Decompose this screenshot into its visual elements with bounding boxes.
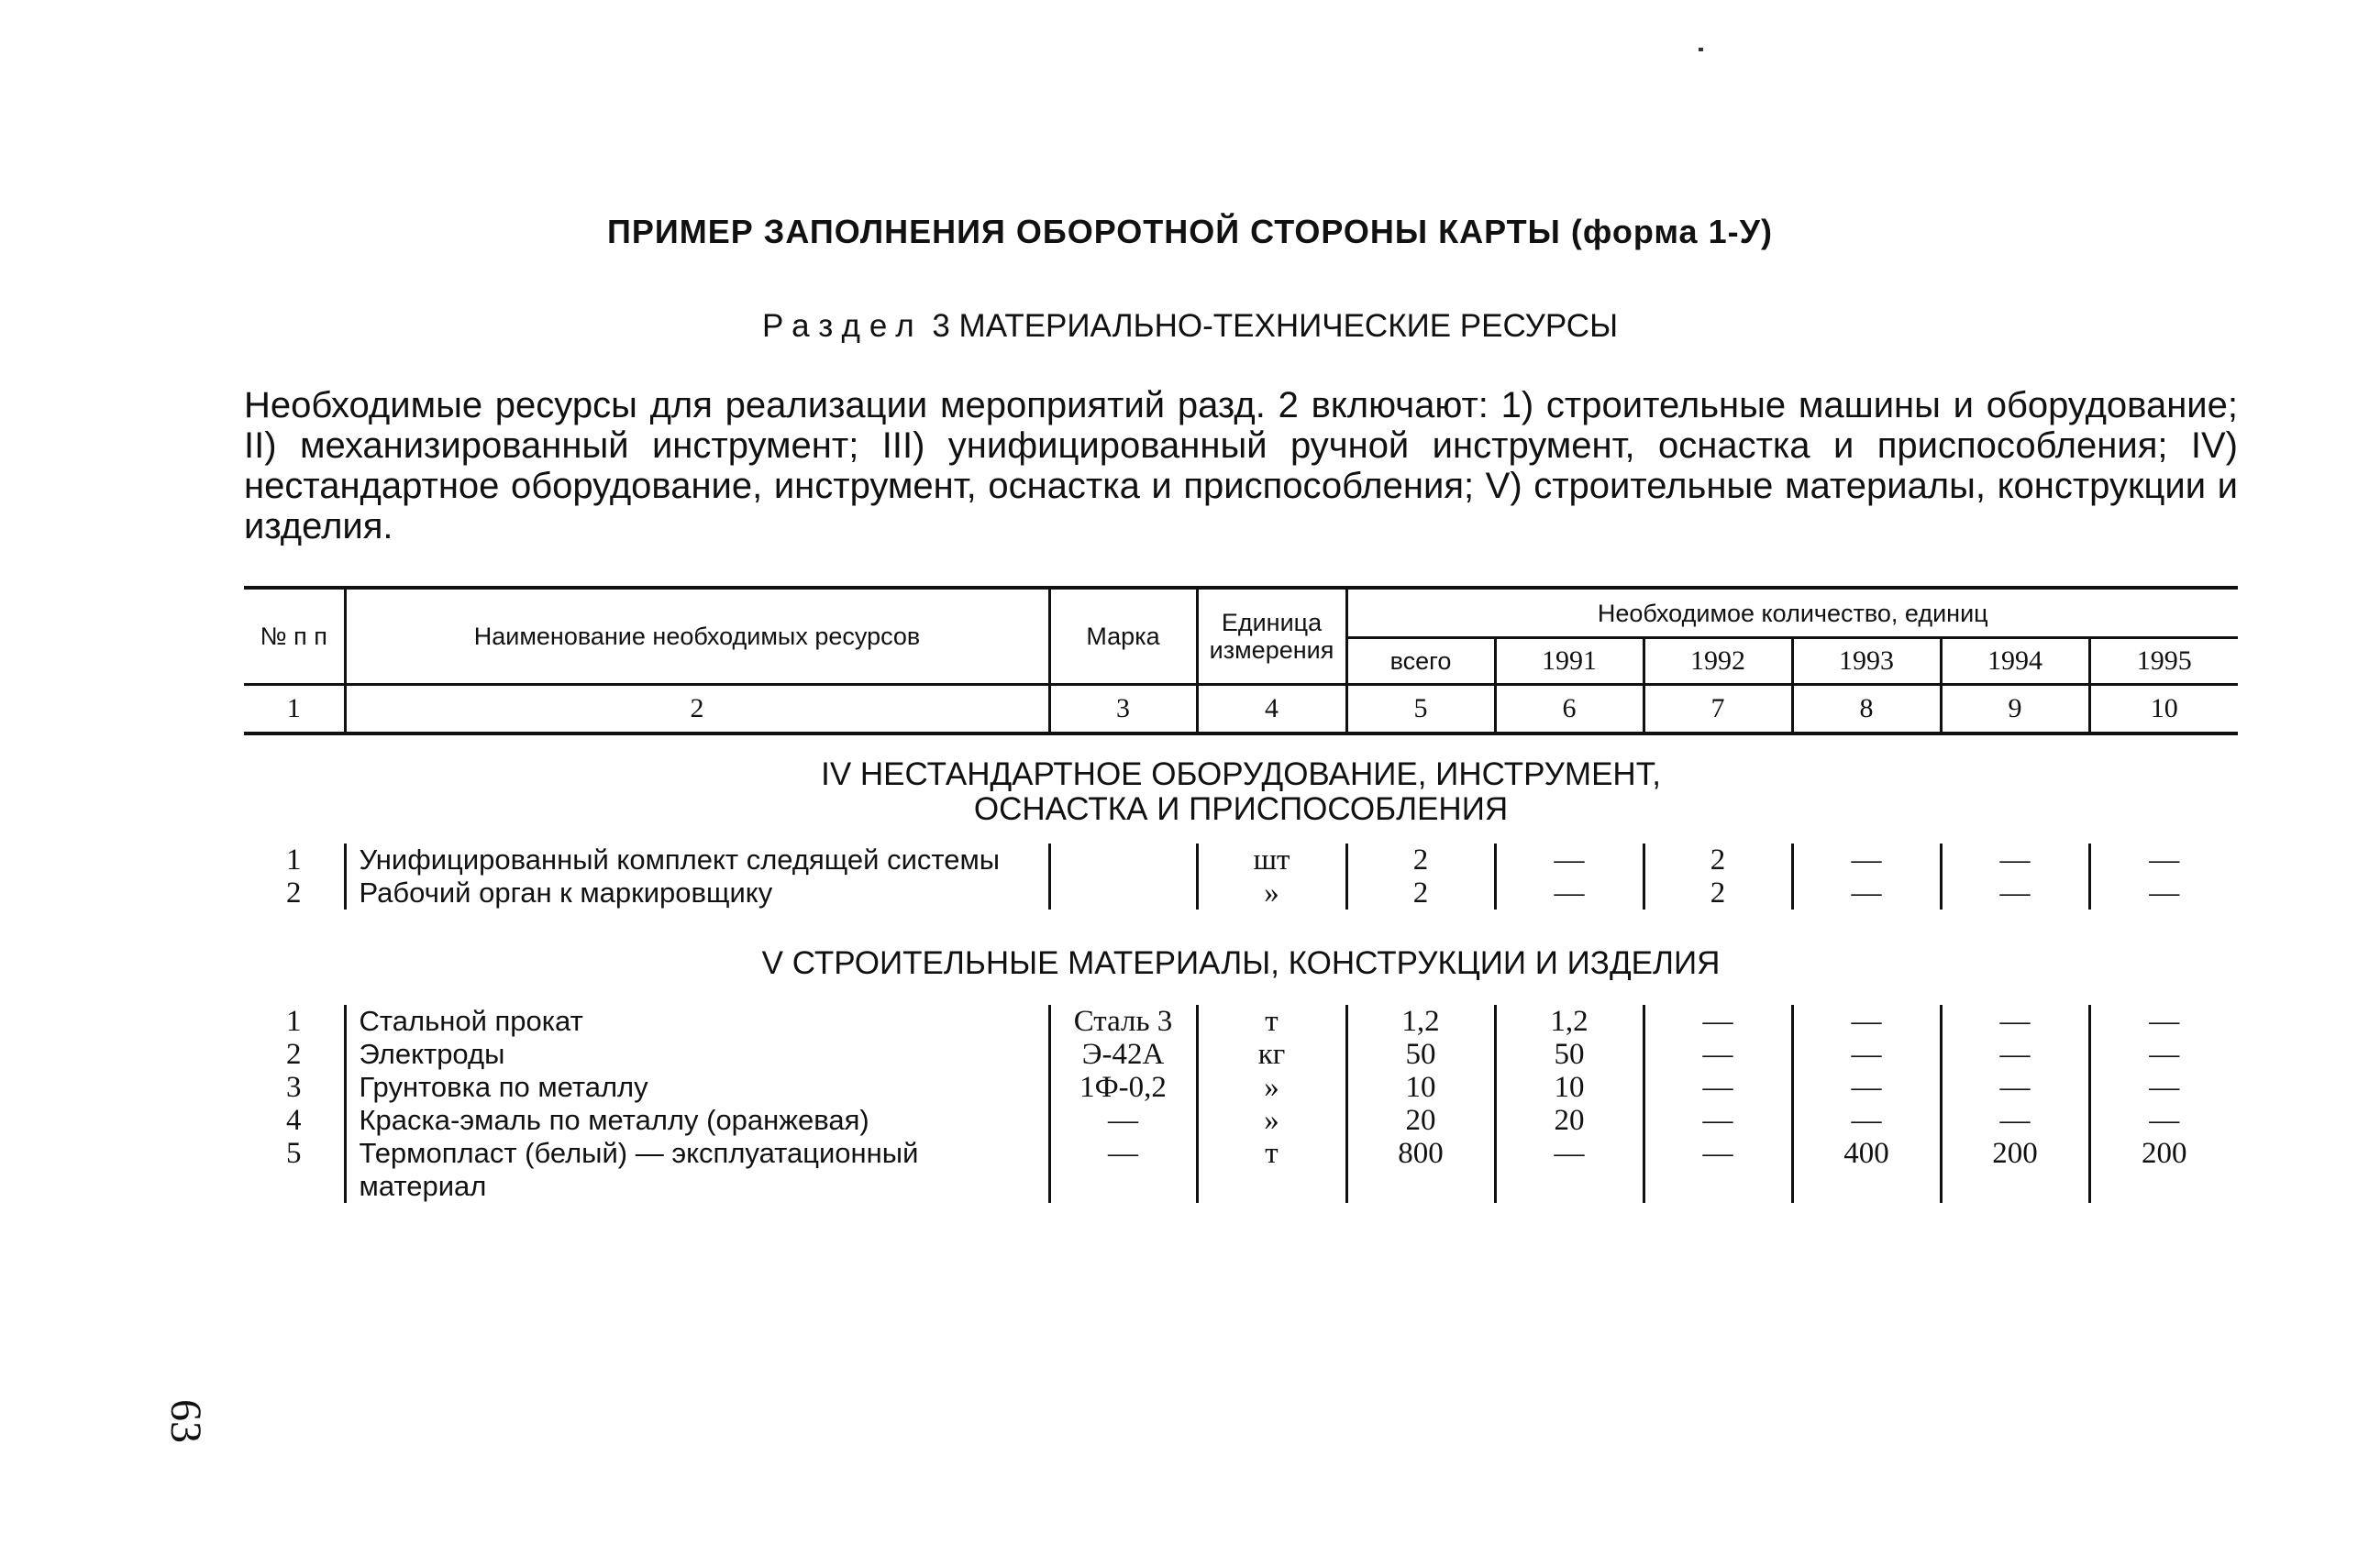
row-1993: — [1792,1005,1941,1038]
row-mark: 1Ф-0,2 [1049,1071,1197,1104]
row-name: Унифицированный комплект следящей системы [345,844,1049,877]
row-total: 800 [1346,1137,1495,1203]
row-1991: 10 [1495,1071,1644,1104]
table-row [244,844,2238,877]
row-total: 20 [1346,1104,1495,1137]
row-no: 2 [286,877,302,910]
row-name: Грунтовка по металлу [345,1071,1049,1104]
header-year-1992: 1992 [1644,638,1792,685]
row-1995: — [2089,1104,2238,1137]
section-heading-text: 3 МАТЕРИАЛЬНО-ТЕХНИЧЕСКИЕ РЕСУРСЫ [932,308,1619,344]
row-1991: — [1495,1137,1644,1203]
row-1991: 50 [1495,1038,1644,1071]
section-heading [0,308,2380,345]
header-unit: Единица измерения [1197,588,1346,685]
table-row [244,1071,2238,1104]
header-no: № п п [244,588,345,685]
header-year-1991: 1991 [1495,638,1644,685]
row-1993: 400 [1792,1137,1941,1203]
row-1994: — [1941,1104,2089,1137]
table-row [244,1005,2238,1038]
row-1995: — [2089,1005,2238,1038]
page-title: ПРИМЕР ЗАПОЛНЕНИЯ ОБОРОТНОЙ СТОРОНЫ КАРТЫ (форма 1-У) [607,213,1773,250]
row-1992: — [1644,1137,1792,1203]
row-1991: 1,2 [1495,1005,1644,1038]
row-1993: — [1792,877,1941,910]
table-row [244,1038,2238,1071]
row-1993: — [1792,844,1941,877]
row-1993: — [1792,1104,1941,1137]
row-unit: шт [1197,844,1346,877]
section-iv-title: IV НЕСТАНДАРТНОЕ ОБОРУДОВАНИЕ, ИНСТРУМЕНТ, ОСНАСТКА И ПРИСПОСОБЛЕНИЯ [821,756,1661,827]
row-unit: » [1197,1104,1346,1137]
table-row [244,877,2238,910]
column-number: 4 [1197,685,1346,734]
row-1991: — [1495,844,1644,877]
intro-paragraph: Необходимые ресурсы для реализации мероприятий разд. 2 включают: 1) строительные машины и оборудование; II) механизированный инструмент; III) унифицированный ручной инструмент, оснастка и приспособления; IV) нестандартное оборудование, инструмент, оснастка и приспособления; V) строительные материалы, конструкции и изделия. [244,385,2238,546]
row-1993: — [1792,1038,1941,1071]
row-unit: кг [1197,1038,1346,1071]
column-number: 8 [1792,685,1941,734]
column-number: 10 [2089,685,2238,734]
header-year-1994: 1994 [1941,638,2089,685]
row-1995: — [2089,844,2238,877]
row-unit: » [1197,1071,1346,1104]
section-v-heading-row [244,910,2238,1005]
row-1995: — [2089,877,2238,910]
row-1992: 2 [1644,877,1792,910]
row-1995: — [2089,1038,2238,1071]
row-no: 1 [286,844,302,877]
row-unit: » [1197,877,1346,910]
row-mark [1049,844,1197,877]
row-1991: 20 [1495,1104,1644,1137]
column-number: 6 [1495,685,1644,734]
column-number: 1 [244,685,345,734]
header-total: всего [1346,638,1495,685]
resources-table [244,586,2238,1203]
row-no: 3 [286,1071,302,1104]
column-number: 9 [1941,685,2089,734]
row-no: 1 [286,1005,302,1038]
row-1991: — [1495,877,1644,910]
row-total: 1,2 [1346,1005,1495,1038]
column-number: 2 [345,685,1049,734]
row-name: Электроды [345,1038,1049,1071]
row-1992: 2 [1644,844,1792,877]
row-no: 4 [286,1104,302,1137]
row-mark [1049,877,1197,910]
row-1993: — [1792,1071,1941,1104]
header-quantity: Необходимое количество, единиц [1346,588,2238,638]
header-mark: Марка [1049,588,1197,685]
section-iv-heading-row [244,733,2238,844]
row-name: Термопласт (белый) — эксплуатационный материал [345,1137,1049,1203]
section-word: Раздел [761,308,924,344]
row-1994: — [1941,844,2089,877]
page-number: 63 [161,1399,210,1443]
header-name: Наименование необходимых ресурсов [345,588,1049,685]
row-total: 50 [1346,1038,1495,1071]
row-1994: — [1941,1005,2089,1038]
row-total: 2 [1346,877,1495,910]
row-1992: — [1644,1104,1792,1137]
row-1994: — [1941,1038,2089,1071]
row-total: 10 [1346,1071,1495,1104]
row-1994: — [1941,877,2089,910]
row-1994: — [1941,1071,2089,1104]
row-unit: т [1197,1137,1346,1203]
row-no: 5 [286,1137,302,1170]
row-no: 2 [286,1038,302,1071]
row-mark: Э-42А [1049,1038,1197,1071]
row-1992: — [1644,1005,1792,1038]
row-1992: — [1644,1071,1792,1104]
row-1995: — [2089,1071,2238,1104]
row-1995: 200 [2089,1137,2238,1203]
row-total: 2 [1346,844,1495,877]
row-mark: — [1049,1104,1197,1137]
row-mark: — [1049,1137,1197,1203]
section-v-title: V СТРОИТЕЛЬНЫЕ МАТЕРИАЛЫ, КОНСТРУКЦИИ И ИЗДЕЛИЯ [761,945,1721,981]
row-name: Краска-эмаль по металлу (оранжевая) [345,1104,1049,1137]
header-year-1993: 1993 [1792,638,1941,685]
row-unit: т [1197,1005,1346,1038]
column-number: 7 [1644,685,1792,734]
row-name: Рабочий орган к маркировщику [345,877,1049,910]
speck [1699,48,1703,51]
column-number: 3 [1049,685,1197,734]
row-1994: 200 [1941,1137,2089,1203]
header-year-1995: 1995 [2089,638,2238,685]
row-name: Стальной прокат [345,1005,1049,1038]
row-1992: — [1644,1038,1792,1071]
table-row [244,1137,2238,1203]
row-mark: Сталь 3 [1049,1005,1197,1038]
table-row [244,1104,2238,1137]
column-number: 5 [1346,685,1495,734]
